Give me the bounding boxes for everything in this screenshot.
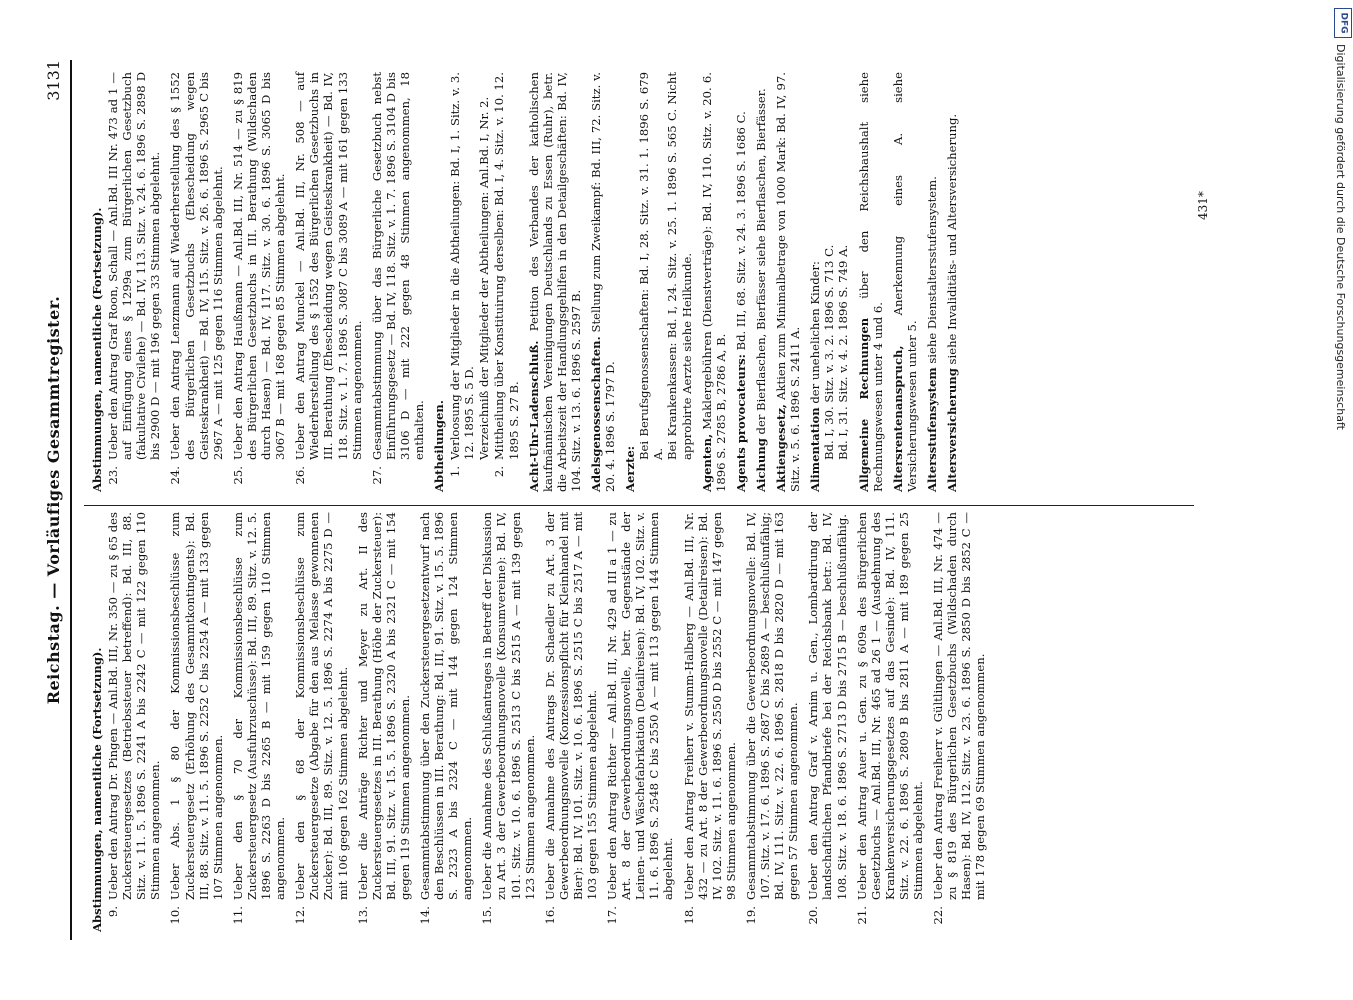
list-item — [418, 512, 474, 932]
item-number: 2. — [492, 466, 507, 478]
item-number: 16. — [542, 906, 557, 925]
printer-signature: 431* — [1196, 191, 1210, 220]
list-item — [168, 72, 224, 492]
entry-keyword: Aichung — [753, 438, 768, 492]
entry-text: Bd. III, 68. Sitz. v. 24. 3. 1896 S. 1686 C. — [733, 111, 748, 355]
list-item — [448, 72, 476, 492]
item-number: 21. — [854, 906, 869, 925]
item-number: 12. — [293, 906, 308, 925]
entry-text: Maklergebühren (Dienstverträge): Bd. IV, 110. Sitz. v. 20. 6. 1896 S. 2785 B, 2786 A, B. — [699, 72, 728, 492]
item-text: Ueber die Annahme des Antrags Dr. Schaedler zu Art. 3 der Gewerbeordnungsnovelle (Konzessionspflicht für Kleinhandel mit Bier): Bd. IV, 101. Sitz. v. 10. 6. 1896 S. 2515 C bis 2517 A — mit 103 gegen 155 Stimmen abgelehnt. — [542, 512, 599, 900]
item-number: 9. — [106, 906, 121, 918]
dfg-logo-icon — [1334, 8, 1352, 38]
right-column — [84, 72, 965, 492]
register-entry — [623, 72, 637, 492]
item-number: 1. — [448, 466, 463, 478]
item-number: 17. — [605, 906, 620, 925]
list-item — [168, 512, 224, 932]
item-number: 25. — [230, 466, 245, 485]
digitization-note: Digitalisierung gefördert durch die Deutsche Forschungsgemeinschaft — [1334, 44, 1347, 430]
register-entry — [925, 72, 939, 492]
item-number: 18. — [681, 906, 696, 925]
list-item — [370, 72, 426, 492]
left-column — [84, 512, 993, 932]
column-divider — [84, 505, 1194, 506]
item-text: Gesammtabstimmung über die Gewerbeordnungsnovelle: Bd. IV, 107. Sitz. v. 17. 6. 1896 S. 2687 C bis 2689 A — beschlußunfähig; Bd. IV, 111. Sitz. v. 22. 6. 1896 S. 2818 D bis 2820 D — mit 163 gegen 57 Stimmen angenommen. — [743, 512, 801, 900]
entry-text: Stellung zum Zweikampf: Bd. III, 72. Sitz. v. 20. 4. 1896 S. 1797 D. — [589, 72, 618, 492]
item-number: 15. — [480, 906, 495, 925]
item-text: Ueber die Annahme des Schlußantrages in Betreff der Diskussion zu Art. 3 der Gewerbeordnungsnovelle (Konsumvereine): Bd. IV, 101. Sitz. v. 10. 6. 1896 S. 2513 C bis 2515 A — mit 139 gegen 123 Stimmen angenommen. — [480, 512, 537, 900]
entry-text: der unehelichen Kinder: — [808, 261, 823, 408]
entry-keyword: Allgemeine Rechnungen — [856, 317, 871, 492]
item-subtext: Verzeichniß der Mitglieder der Abtheilungen: Anl.Bd. I, Nr. 2. — [477, 96, 492, 460]
item-text: Ueber den Antrag Graf Roon, Schall — Anl.Bd. III Nr. 473 ad 1 — auf Einfügung eines § 1299a zum Bürgerlichen Gesetzbuch (fakultative Civilehe) — Bd. IV, 113. Sitz. v. 24. 6. 1896 S. 2898 D bis 2900 D — mit 196 gegen 33 Stimmen abgelehnt. — [106, 72, 163, 460]
item-number: 10. — [168, 906, 183, 925]
entry-keyword: Altersstufensystem — [924, 367, 939, 492]
list-item — [293, 72, 363, 492]
list-item — [356, 512, 412, 932]
register-entry — [774, 72, 802, 492]
entry-text: der Bierflaschen, Bierfässer siehe Bierflaschen, Bierfässer. — [753, 88, 768, 439]
item-number: 24. — [168, 466, 183, 485]
section-heading: Abstimmungen, namentliche (Fortsetzung). — [90, 647, 104, 932]
item-text: Ueber den Antrag Munckel — Anl.Bd. III, Nr. 508 — auf Wiederherstellung des § 1552 des Bürgerlichen Gesetzbuchs in III. Berathung (Ehescheidung wegen Geisteskrankheit) — Bd. IV, 118. Sitz. v. 1. 7. 1896 S. 3087 C bis 3089 A — mit 161 gegen 133 Stimmen angenommen. — [293, 72, 364, 460]
page-header — [40, 60, 72, 940]
item-number: 19. — [743, 906, 758, 925]
list-item — [855, 512, 925, 932]
register-entry — [891, 72, 919, 492]
register-entry — [808, 72, 822, 492]
item-text: Verloosung der Mitglieder in die Abtheilungen: Bd. I, 1. Sitz. v. 3. 12. 1895 S. 5 D. — [448, 72, 477, 460]
item-number: 14. — [417, 906, 432, 925]
register-entry — [734, 72, 748, 492]
entry-keyword: Aerzte: — [623, 445, 638, 492]
item-number: 20. — [806, 906, 821, 925]
item-text: Ueber den Antrag Haußmann — Anl.Bd. III, Nr. 514 — zu § 819 des Bürgerlichen Gesetzbuchs in III. Berathung (Wildschaden durch Hasen) — Bd. IV, 117. Sitz. v. 30. 6. 1896 S. 3065 D bis 3067 B — mit 168 gegen 85 Stimmen abgelehnt. — [230, 72, 288, 460]
list-item — [931, 512, 987, 932]
item-text: Gesammtabstimmung über den Zuckersteuergesetzentwurf nach den Beschlüssen in III. Berathung: Bd. III, 91. Sitz. v. 15. 5. 1896 S. 2323 A bis 2324 C — mit 144 gegen 124 Stimmen angenommen. — [417, 512, 475, 900]
logo-text: DFG — [1338, 12, 1349, 34]
entry-line: Bei Berufsgenossenschaften: Bd. I, 28. Sitz. v. 31. 1. 1896 S. 679 A. — [637, 72, 666, 460]
list-item — [806, 512, 848, 932]
item-text: Ueber den Antrag Auer u. Gen. zu § 609a des Bürgerlichen Gesetzbuchs — Anl.Bd. III, Nr. 465 ad 26 1 — (Ausdehnung des Krankenversicherungsgesetzes auf das Gesinde): Bd. IV, 111. Sitz. v. 22. 6. 1896 S. 2809 B bis 2811 A — mit 189 gegen 25 Stimmen abgelehnt. — [854, 512, 925, 900]
entry-text: Aktien zum Minimalbetrage von 1000 Mark: Bd. IV, 97. Sitz. v. 5. 6. 1896 S. 2411 A. — [774, 72, 803, 492]
item-text: Ueber den § 68 der Kommissionsbeschlüsse zum Zuckersteuergesetze (Abgabe für den aus Melasse gewonnenen Zucker): Bd. III, 89. Sitz. v. 12. 5. 1896 S. 2274 A bis 2275 D — mit 106 gegen 162 Stimmen abgelehnt. — [293, 512, 350, 900]
list-item — [231, 72, 287, 492]
entry-line: Bei Krankenkassen: Bd. I, 24. Sitz. v. 25. 1. 1896 S. 565 C. Nicht approbirte Aerzte siehe Heilkunde. — [665, 72, 694, 460]
item-text: Ueber den Antrag Graf v. Arnim u. Gen., Lombardirung der landschaftlichen Pfandbriefe bei der Reichsbank betr.: Bd. IV, 108. Sitz. v. 18. 6. 1896 S. 2713 D bis 2715 B — beschlußunfähig. — [806, 512, 849, 900]
item-number: 27. — [369, 466, 384, 485]
entry-keyword: Adelsgenossenschaften. — [589, 336, 603, 492]
entry-line: Bd. I, 31. Sitz. v. 4. 2. 1896 S. 749 A. — [836, 244, 851, 460]
register-entry — [700, 72, 728, 492]
list-item — [480, 512, 536, 932]
entry-keyword: Alimentation — [808, 407, 823, 492]
page-number: 3131 — [44, 60, 63, 101]
item-text: Ueber die Anträge Richter und Meyer zu Art. II des Zuckersteuergesetzes in III. Berathung (Höhe der Zuckersteuer): Bd. III, 91. Sitz. v. 15. 5. 1896 S. 2320 A bis 2321 C — mit 154 gegen 119 Stimmen angenommen. — [355, 512, 412, 900]
entry-text: Anerkennung eines A. siehe Versicherungswesen unter 5. — [890, 72, 919, 492]
list-item — [605, 512, 675, 932]
section-heading: Abtheilungen. — [432, 400, 447, 492]
item-number: 26. — [293, 466, 308, 485]
item-text: Ueber den Antrag Richter — Anl.Bd. III, Nr. 429 ad III a 1 — zu Art. 8 der Gewerbeordnungsnovelle, betr. Gegenstände der Leinen- und Wäschefabrikation (Detailreisen): Bd. IV, 102. Sitz. v. 11. 6. 1896 S. 2548 C bis 2550 A — mit 113 gegen 144 Stimmen abgelehnt. — [605, 512, 676, 900]
list-item — [106, 72, 162, 492]
entry-text: siehe Invaliditäts- und Altersversicherung. — [944, 113, 959, 369]
item-text: Ueber den Antrag Freiherr v. Gültlingen — Anl.Bd. III, Nr. 474 — zu § 819 des Bürgerlichen Gesetzbuchs (Wildschaden durch Hasen): Bd. IV, 112. Sitz. v. 23. 6. 1896 S. 2850 D bis 2852 C — mit 178 gegen 69 Stimmen angenommen. — [931, 512, 988, 900]
list-item — [231, 512, 287, 932]
entry-keyword: Acht-Uhr-Ladenschluß. — [526, 340, 541, 492]
running-title: Reichstag. — Vorläufiges Gesammtregister. — [44, 295, 63, 705]
register-entry — [589, 72, 617, 492]
entry-keyword: Altersversicherung — [944, 368, 959, 492]
item-text: Mittheilung über Konstituirung derselben: Bd. I, 4. Sitz. v. 10. 12. 1895 S. 27 B. — [492, 72, 521, 460]
entry-text: Petition des Verbandes der katholischen kaufmännischen Vereinigungen Deutschlands zu Essen (Ruhr), betr. die Arbeitszeit der Handlungsgehilfen in den Detailgeschäften: Bd. IV, 104. Sitz. v. 13. 6. 1896 S. 2597 B. — [526, 72, 583, 492]
item-text: Ueber Abs. 1 § 80 der Kommissionsbeschlüsse zum Zuckersteuergesetz (Erhöhung des Gesammtkontingents): Bd. III, 88. Sitz. v. 11. 5. 1896 S. 2252 C bis 2254 A — mit 133 gegen 107 Stimmen angenommen. — [168, 512, 225, 900]
entry-keyword: Altersrentenanspruch, — [890, 345, 905, 492]
entry-keyword: Aktiengesetz, — [774, 404, 789, 492]
register-entry — [857, 72, 885, 492]
list-item — [744, 512, 800, 932]
entry-keyword: Agents provocateurs: — [733, 354, 748, 492]
list-item — [106, 512, 162, 932]
item-text: Ueber den § 70 der Kommissionsbeschlüsse zum Zuckersteuergesetz (Ausfuhrzuschüsse): Bd. III, 89. Sitz. v. 12. 5. 1896 S. 2263 D bis 2265 B — mit 159 gegen 110 Stimmen angenommen. — [230, 512, 288, 900]
item-text: Ueber den Antrag Freiherr v. Stumm-Halberg — Anl.Bd. III, Nr. 432 — zu Art. 8 der Gewerbeordnungsnovelle (Detailreisen): Bd. IV, 102. Sitz. v. 11. 6. 1896 S. 2550 D bis 2552 C — mit 147 gegen 98 Stimmen angenommen. — [681, 512, 738, 900]
register-entry — [527, 72, 583, 492]
entry-text: über den Reichshaushalt siehe Rechnungswesen unter 4 und 6. — [856, 72, 885, 492]
list-item — [543, 512, 599, 932]
item-number: 23. — [106, 466, 121, 485]
register-entry — [945, 72, 959, 492]
item-text: Ueber den Antrag Dr. Pingen — Anl.Bd. III, Nr. 350 — zu § 65 des Zuckersteuergesetzes (Betriebssteuer betreffend): Bd. III, 88. Sitz. v. 11. 5. 1896 S. 2241 A bis 2242 C — mit 122 gegen 110 Stimmen angenommen. — [106, 512, 163, 900]
list-item — [293, 512, 349, 932]
item-number: 11. — [230, 906, 245, 925]
entry-line: Bd. I, 30. Sitz. v. 3. 2. 1896 S. 713 C. — [822, 244, 837, 460]
entry-text: siehe Dienstaltersstufensystem. — [924, 176, 939, 368]
list-item — [682, 512, 738, 932]
register-entry — [754, 72, 768, 492]
item-text: Gesammtabstimmung über das Bürgerliche Gesetzbuch nebst Einführungsgesetz — Bd. IV, 118. Sitz. v. 1. 7. 1896 S. 3104 D bis 3106 D — mit 222 gegen 48 Stimmen angenommen, 18 enthalten. — [369, 72, 426, 460]
item-number: 13. — [355, 906, 370, 925]
entry-keyword: Agenten, — [699, 433, 714, 492]
item-text: Ueber den Antrag Lenzmann auf Wiederherstellung des § 1552 des Bürgerlichen Gesetzbuchs (Ehescheidung wegen Geisteskrankheit) — Bd. IV, 115. Sitz. v. 26. 6. 1896 S. 2965 C bis 2967 A — mit 125 gegen 116 Stimmen abgelehnt. — [168, 72, 225, 460]
section-heading: Abstimmungen, namentliche (Fortsetzung). — [90, 207, 104, 492]
item-number: 22. — [931, 906, 946, 925]
list-item — [492, 72, 520, 492]
